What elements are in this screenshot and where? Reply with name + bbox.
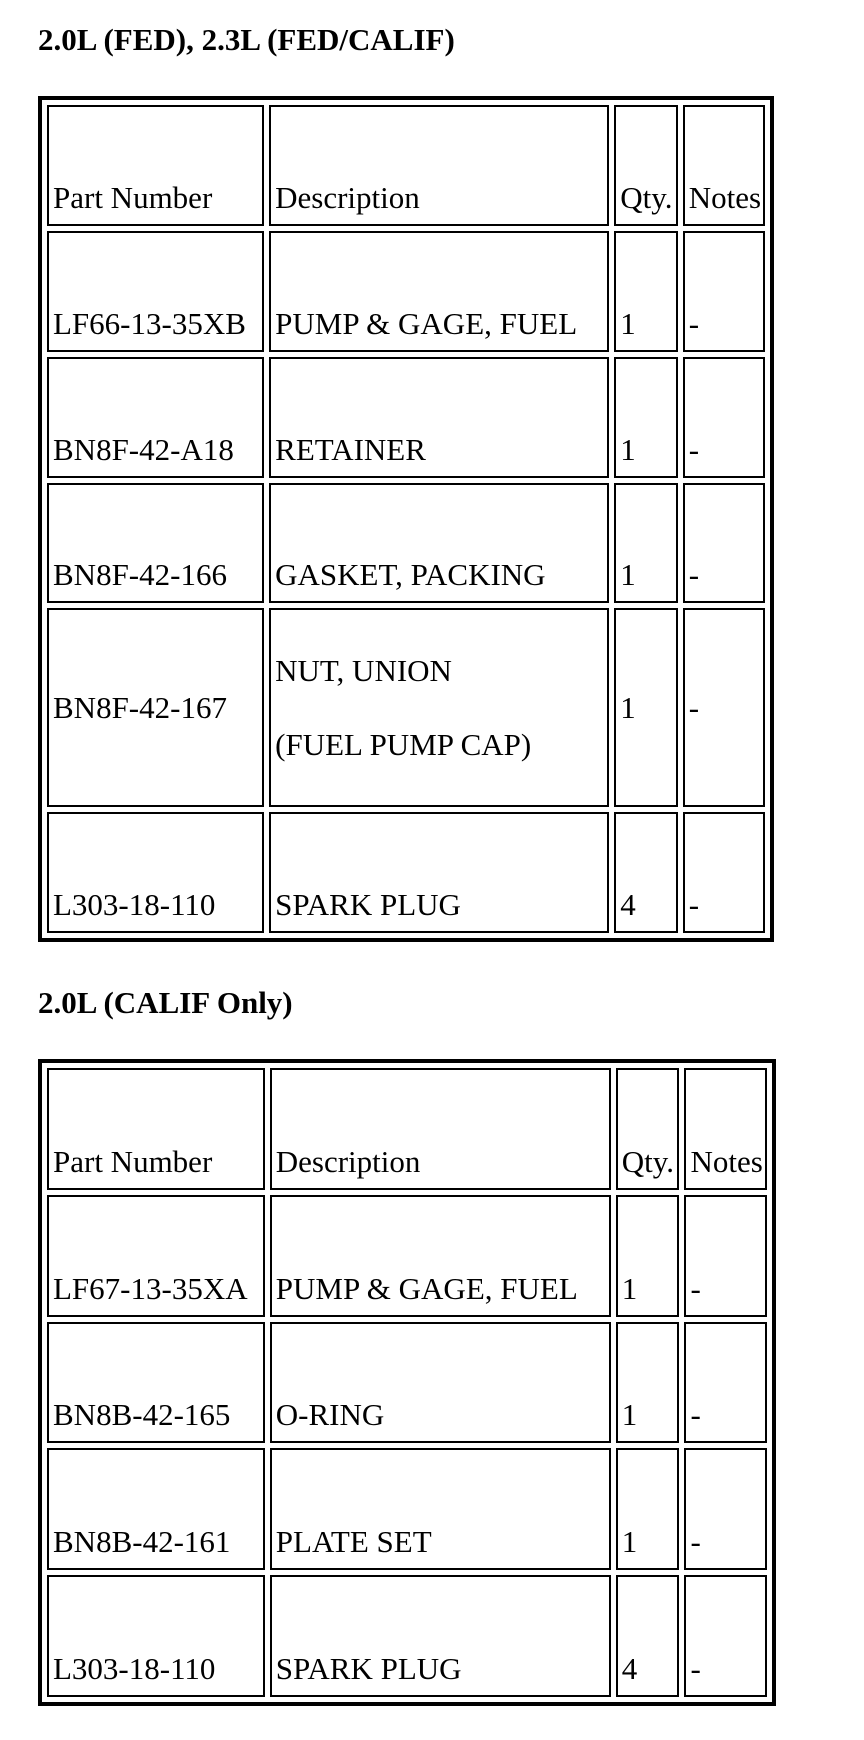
part-number-cell: BN8F-42-166 — [47, 483, 264, 604]
table-row — [47, 231, 765, 352]
table-row — [47, 357, 765, 478]
header-part-number: Part Number — [47, 105, 264, 226]
part-number-cell: BN8F-42-167 — [47, 608, 264, 807]
parts-table — [38, 1059, 776, 1706]
qty-cell: 1 — [614, 483, 678, 604]
description-cell: PUMP & GAGE, FUEL — [269, 231, 609, 352]
notes-cell: - — [683, 357, 765, 478]
table-row — [47, 1575, 767, 1697]
section-title: 2.0L (CALIF Only) — [38, 985, 293, 1020]
notes-cell: - — [684, 1195, 767, 1317]
table-row — [47, 1448, 767, 1570]
table-header-row — [47, 1068, 767, 1190]
table-row — [47, 1195, 767, 1317]
part-number-cell: BN8F-42-A18 — [47, 357, 264, 478]
qty-cell: 1 — [614, 608, 678, 807]
description-cell: PLATE SET — [270, 1448, 611, 1570]
qty-cell: 1 — [616, 1448, 680, 1570]
header-part-number: Part Number — [47, 1068, 265, 1190]
part-number-cell: L303-18-110 — [47, 1575, 265, 1697]
qty-cell: 1 — [614, 357, 678, 478]
description-cell: RETAINER — [269, 357, 609, 478]
description-line: (FUEL PUMP CAP) — [275, 726, 532, 762]
section-title: 2.0L (FED), 2.3L (FED/CALIF) — [38, 22, 455, 57]
notes-cell: - — [684, 1322, 767, 1444]
table-row — [47, 483, 765, 604]
description-cell — [269, 608, 609, 807]
table-header-row — [47, 105, 765, 226]
description-cell: GASKET, PACKING — [269, 483, 609, 604]
part-number-cell: BN8B-42-161 — [47, 1448, 265, 1570]
table-row — [47, 1322, 767, 1444]
header-description: Description — [269, 105, 609, 226]
qty-cell: 4 — [614, 812, 678, 933]
notes-cell: - — [684, 1575, 767, 1697]
description-cell: O-RING — [270, 1322, 611, 1444]
part-number-cell: BN8B-42-165 — [47, 1322, 265, 1444]
part-number-cell: LF67-13-35XA — [47, 1195, 265, 1317]
qty-cell: 1 — [616, 1195, 680, 1317]
header-qty: Qty. — [616, 1068, 680, 1190]
notes-cell: - — [683, 231, 765, 352]
header-qty: Qty. — [614, 105, 678, 226]
qty-cell: 1 — [614, 231, 678, 352]
table-row — [47, 812, 765, 933]
notes-cell: - — [683, 812, 765, 933]
notes-cell: - — [683, 608, 765, 807]
qty-cell: 4 — [616, 1575, 680, 1697]
header-description: Description — [270, 1068, 611, 1190]
part-number-cell: L303-18-110 — [47, 812, 264, 933]
notes-cell: - — [683, 483, 765, 604]
header-notes: Notes — [684, 1068, 767, 1190]
parts-table — [38, 96, 774, 942]
header-notes: Notes — [683, 105, 765, 226]
notes-cell: - — [684, 1448, 767, 1570]
description-cell: PUMP & GAGE, FUEL — [270, 1195, 611, 1317]
description-cell: SPARK PLUG — [269, 812, 609, 933]
table-row — [47, 608, 765, 807]
part-number-cell: LF66-13-35XB — [47, 231, 264, 352]
description-cell: SPARK PLUG — [270, 1575, 611, 1697]
qty-cell: 1 — [616, 1322, 680, 1444]
description-line: NUT, UNION — [275, 652, 452, 688]
